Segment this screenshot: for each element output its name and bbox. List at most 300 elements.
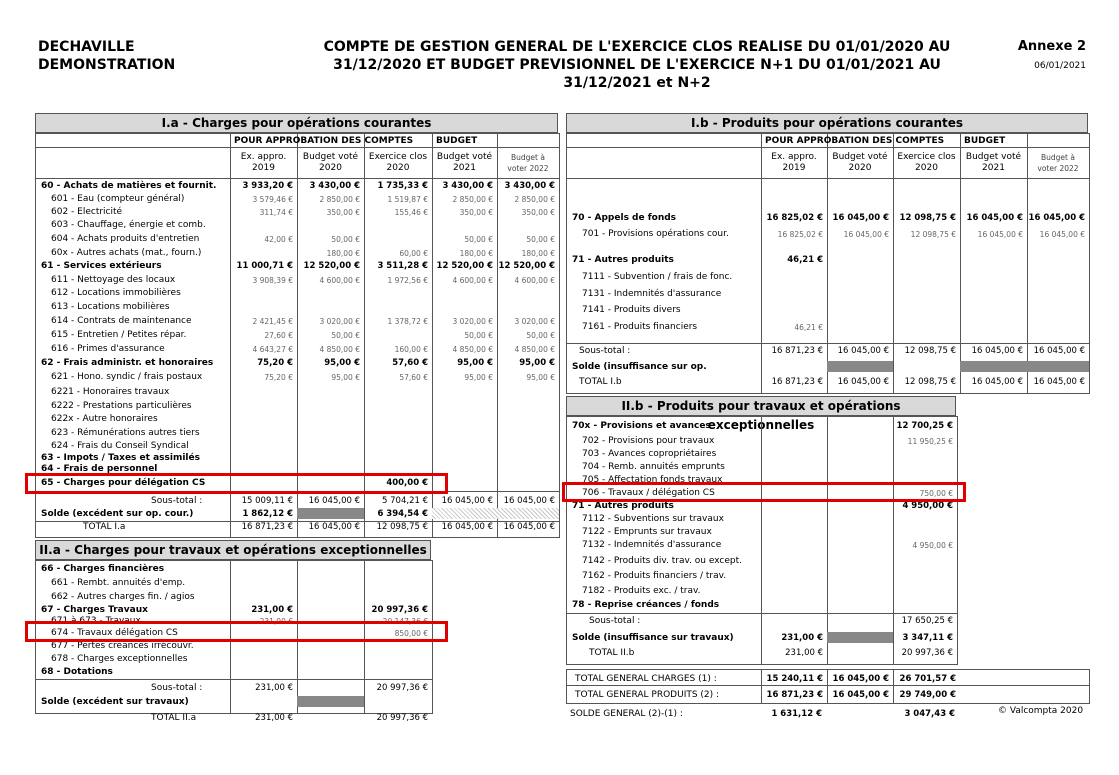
table-row (36, 413, 559, 426)
row-value: 4 600,00 € (452, 276, 493, 285)
table-row (36, 301, 559, 314)
row-label: 603 - Chauffage, énergie et comb. (51, 220, 206, 230)
row-value: 20 147,36 € (382, 617, 428, 626)
table-row (567, 539, 957, 552)
row-divider (567, 613, 957, 614)
row-label: 616 - Primes d'assurance (51, 344, 165, 354)
row-value: 4 600,00 € (319, 276, 360, 285)
row-label: 602 - Electricité (51, 207, 123, 217)
row-value: 1 519,87 € (387, 195, 428, 204)
row-value: 311,74 € (259, 208, 293, 217)
row-value: 3 430,00 € (442, 181, 493, 191)
section-title: I.a - Charges pour opérations courantes (35, 113, 558, 133)
row-label: TOTAL II.a (151, 713, 197, 723)
row-value: 16 045,00 € (503, 496, 555, 506)
document-date: 06/01/2021 (1034, 61, 1086, 71)
row-value: 46,21 € (787, 255, 823, 265)
row-value: 400,00 € (386, 478, 428, 488)
table-row (36, 666, 432, 679)
row-value: 3 430,00 € (504, 181, 555, 191)
row-label: 62 - Frais administr. et honoraires (41, 358, 214, 368)
row-value: 50,00 € (331, 235, 360, 244)
row-value: 95,00 € (331, 373, 360, 382)
row-value: 5 704,21 € (382, 496, 428, 506)
row-value: 42,00 € (264, 235, 293, 244)
row-value: 95,00 € (457, 358, 493, 368)
row-value: 4 850,00 € (452, 345, 493, 354)
row-value: 57,60 € (392, 358, 428, 368)
row-divider (36, 178, 559, 179)
highlight-charges-delegation (25, 473, 448, 494)
header-org (38, 38, 175, 74)
row-divider (567, 343, 1089, 344)
row-value: 231,00 € (251, 605, 293, 615)
row-label: Sous-total : (151, 683, 203, 693)
table-row (36, 219, 559, 232)
table-row (36, 427, 559, 440)
table-row (567, 526, 957, 539)
table-row (36, 696, 432, 709)
row-label: 60x - Autres achats (mat., fourn.) (51, 248, 202, 258)
row-label: 6221 - Honoraires travaux (51, 387, 170, 397)
table-row (567, 585, 957, 598)
general-totals (566, 669, 1090, 704)
row-value: 16 045,00 € (971, 377, 1023, 387)
copyright: © Valcompta 2020 (998, 706, 1084, 716)
row-value: 12 098,75 € (904, 377, 956, 387)
row-value: 16 045,00 € (966, 213, 1023, 223)
row-value: 3 020,00 € (514, 317, 555, 326)
row-value: 16 045,00 € (308, 522, 360, 532)
row-value: 46,21 € (794, 323, 823, 332)
row-label: Sous-total : (579, 346, 631, 356)
row-value: 12 520,00 € (436, 261, 493, 271)
row-value: 16 045,00 € (832, 690, 889, 700)
row-label: 705 - Affectation fonds travaux (582, 475, 723, 485)
row-value: 3 579,46 € (252, 195, 293, 204)
row-value: 12 098,75 € (899, 213, 956, 223)
row-value: 1 735,33 € (377, 181, 428, 191)
row-value: 350,00 € (326, 208, 360, 217)
row-label: Solde (insuffisance sur travaux) (572, 633, 734, 643)
table-row (36, 357, 559, 370)
table-row (36, 206, 559, 219)
row-label: 612 - Locations immobilières (51, 288, 181, 298)
org-name: DECHAVILLE (38, 39, 135, 55)
row-label: 674 - Travaux délégation CS (51, 628, 178, 638)
org-subtitle: DEMONSTRATION (38, 57, 176, 73)
row-value: 12 098,75 € (904, 346, 956, 356)
row-label: 701 - Provisions opérations cour. (582, 229, 729, 239)
table-row (567, 304, 1089, 317)
table-row (36, 591, 432, 604)
row-value: 16 045,00 € (1033, 377, 1085, 387)
row-value: 95,00 € (324, 358, 360, 368)
row-label: 7182 - Produits exc. / trav. (582, 586, 701, 596)
row-value: 75,20 € (257, 358, 293, 368)
column-header-line: 2021 (982, 163, 1005, 173)
row-value: 20 997,36 € (376, 713, 428, 723)
row-divider (36, 147, 559, 148)
title-line: 31/12/2020 ET BUDGET PREVISIONNEL DE L'EXERCICE N+1 DU 01/01/2021 AU (333, 57, 941, 73)
column-header (827, 152, 893, 174)
row-value: 16 045,00 € (1039, 230, 1085, 239)
row-label: 68 - Dotations (41, 667, 113, 677)
row-label: 614 - Contrats de maintenance (51, 316, 192, 326)
row-value: 850,00 € (394, 629, 428, 638)
column-header-line: 2020 (386, 163, 410, 173)
table-row (36, 193, 559, 206)
table-row (567, 361, 1089, 374)
row-value: 16 045,00 € (1033, 346, 1085, 356)
row-value: 4 600,00 € (514, 276, 555, 285)
column-header-line: Budget à (511, 153, 545, 162)
row-value: 95,00 € (464, 373, 493, 382)
row-label: 7141 - Produits divers (582, 305, 681, 315)
row-label: 661 - Rembt. annuités d'emp. (51, 578, 186, 588)
row-value: 16 871,23 € (771, 377, 823, 387)
row-value: 180,00 € (326, 249, 360, 258)
row-divider (36, 679, 432, 680)
row-value: 16 045,00 € (441, 496, 493, 506)
column-header-line: Budget voté (965, 152, 1022, 162)
column-header (230, 152, 297, 174)
row-value: 160,00 € (394, 345, 428, 354)
row-label: 601 - Eau (compteur général) (51, 194, 185, 204)
general-row (567, 673, 1089, 686)
table-row (567, 615, 957, 628)
row-label: 64 - Frais de personnel (41, 464, 158, 474)
row-value: 2 850,00 € (514, 195, 555, 204)
table-row (567, 321, 1089, 334)
row-value: 16 045,00 € (308, 496, 360, 506)
row-label: 703 - Avances copropriétaires (582, 449, 717, 459)
row-value: 2 850,00 € (319, 195, 360, 204)
row-value: 75,20 € (264, 373, 293, 382)
row-value: 50,00 € (464, 235, 493, 244)
column-header-line: voter 2022 (507, 164, 549, 173)
row-label: TOTAL GENERAL PRODUITS (2) : (575, 690, 720, 700)
row-value: 231,00 € (255, 713, 293, 723)
row-divider (567, 178, 1089, 179)
title-line: 31/12/2021 et N+2 (563, 75, 711, 91)
row-value: 4 643,27 € (252, 345, 293, 354)
row-label: 604 - Achats produits d'entretien (51, 234, 200, 244)
row-value: 20 997,36 € (371, 605, 428, 615)
row-label: 704 - Remb. annuités emprunts (582, 462, 725, 472)
row-label: 6222 - Prestations particulières (51, 401, 192, 411)
row-value: 231,00 € (255, 683, 293, 693)
section-title: I.b - Produits pour opérations courantes (566, 113, 1088, 133)
row-label: 66 - Charges financières (41, 564, 165, 574)
column-header (432, 152, 497, 174)
table-row (36, 653, 432, 666)
row-label: 7111 - Subvention / frais de fonc. (582, 272, 733, 282)
column-header-line: 2019 (782, 163, 806, 173)
row-value: 3 430,00 € (309, 181, 360, 191)
general-row (567, 689, 1089, 702)
table-row (567, 271, 1089, 284)
row-label: 7112 - Subventions sur travaux (582, 514, 724, 524)
row-value: 16 825,02 € (766, 213, 823, 223)
row-value: 750,00 € (919, 489, 953, 498)
row-value: 1 631,12 € (771, 709, 822, 719)
row-label: 71 - Autres produits (572, 501, 674, 511)
table-row (36, 247, 559, 260)
highlight-travaux-delegation (25, 621, 448, 642)
row-divider (567, 147, 1089, 148)
table-row (567, 228, 1089, 241)
column-header-line: Budget à (1041, 153, 1075, 162)
column-header-line: Ex. appro. (240, 152, 287, 162)
row-label: 678 - Charges exceptionnelles (51, 654, 188, 664)
table-row (36, 386, 559, 399)
table-row (36, 371, 559, 384)
row-value: 1 378,72 € (387, 317, 428, 326)
row-value: 12 700,25 € (896, 421, 953, 431)
row-label: 613 - Locations mobilières (51, 302, 170, 312)
column-header-line: Budget voté (302, 152, 359, 162)
table-row (36, 682, 432, 695)
row-label: 7161 - Produits financiers (582, 322, 698, 332)
row-value: 16 825,02 € (777, 230, 823, 239)
column-header-line: voter 2022 (1037, 164, 1079, 173)
row-label: 78 - Reprise créances / fonds (572, 600, 720, 610)
row-value: 95,00 € (519, 358, 555, 368)
table-row (36, 274, 559, 287)
table-row (567, 599, 957, 612)
table-row (567, 376, 1089, 389)
table-row (567, 212, 1089, 225)
table-row (36, 343, 559, 356)
row-value: 231,00 € (781, 633, 823, 643)
column-header (497, 152, 559, 174)
section-table (566, 416, 958, 665)
table-row (567, 420, 957, 433)
row-label: 63 - Impots / Taxes et assimilés (41, 453, 200, 463)
row-label: 677 - Pertes créances irrécouvr. (51, 641, 194, 651)
section-title: II.a - Charges pour travaux et opérations exceptionnelles (35, 540, 431, 560)
row-label: Sous-total : (151, 496, 203, 506)
column-header-line: 2020 (319, 163, 342, 173)
row-value: 1 972,56 € (387, 276, 428, 285)
column-header (297, 152, 364, 174)
row-label: Solde (excédent sur travaux) (41, 697, 189, 707)
row-value: 11 950,25 € (907, 437, 953, 446)
column-header-line: 2021 (453, 163, 476, 173)
row-value: 95,00 € (526, 373, 555, 382)
table-row (567, 254, 1089, 267)
row-label: 7122 - Emprunts sur travaux (582, 527, 712, 537)
row-label: 671 à 673 - Travaux (51, 616, 141, 626)
table-row (36, 315, 559, 328)
row-value: 16 045,00 € (1028, 213, 1085, 223)
row-value: 16 871,23 € (766, 690, 823, 700)
row-value: 3 047,43 € (904, 709, 955, 719)
row-value: 16 045,00 € (503, 522, 555, 532)
table-row (36, 577, 432, 590)
group-header-approval: POUR APPROBATION DES COMPTES (765, 136, 945, 146)
table-row (36, 233, 559, 246)
row-label: 7142 - Produits div. trav. ou except. (582, 556, 743, 566)
row-value: 350,00 € (521, 208, 555, 217)
row-value: 180,00 € (521, 249, 555, 258)
row-label: Sous-total : (589, 616, 641, 626)
row-value: 3 020,00 € (452, 317, 493, 326)
row-value: 4 850,00 € (514, 345, 555, 354)
table-row (567, 435, 957, 448)
column-header-line: Exercice clos (897, 152, 956, 162)
row-value: 16 871,23 € (241, 522, 293, 532)
table-row (36, 712, 432, 725)
row-value: 16 045,00 € (832, 213, 889, 223)
section-title: II.b - Produits pour travaux et opérations exceptionnelles (566, 396, 956, 416)
row-label: TOTAL I.a (83, 522, 126, 532)
table-row (36, 508, 559, 521)
row-label: SOLDE GENERAL (2)-(1) : (570, 709, 683, 719)
row-value: 4 950,00 € (912, 541, 953, 550)
row-label: 70 - Appels de fonds (572, 213, 677, 223)
column-header-line: Budget voté (832, 152, 888, 162)
column-header-line: 2019 (252, 163, 275, 173)
row-value: 3 347,11 € (902, 633, 953, 643)
row-value: 231,00 € (259, 617, 293, 626)
table-row (567, 345, 1089, 358)
table-row (36, 260, 559, 273)
row-value: 15 009,11 € (241, 496, 293, 506)
row-label: 615 - Entretien / Petites répar. (51, 330, 187, 340)
table-row (567, 448, 957, 461)
row-value: 16 045,00 € (837, 346, 889, 356)
table-row (567, 555, 957, 568)
row-value: 231,00 € (785, 648, 823, 658)
row-value: 155,46 € (394, 208, 428, 217)
row-value: 16 045,00 € (971, 346, 1023, 356)
row-value: 26 701,57 € (899, 674, 956, 684)
column-header-line: 2020 (848, 163, 872, 173)
column-header-line: Ex. appro. (771, 152, 817, 162)
row-value: 16 045,00 € (832, 674, 889, 684)
row-value: 3 020,00 € (319, 317, 360, 326)
table-row (567, 461, 957, 474)
row-value: 3 908,39 € (252, 276, 293, 285)
row-value: 4 850,00 € (319, 345, 360, 354)
column-header (1027, 152, 1089, 174)
row-value: 3 511,28 € (377, 261, 428, 271)
row-value: 6 394,54 € (377, 509, 428, 519)
row-value: 12 098,75 € (376, 522, 428, 532)
group-header-approval: POUR APPROBATION DES COMPTES (234, 136, 414, 146)
row-label: 7132 - Indemnités d'assurance (582, 540, 722, 550)
row-value: 350,00 € (459, 208, 493, 217)
column-header (960, 152, 1027, 174)
row-label: Solde (insuffisance sur op. (572, 362, 707, 372)
row-value: 50,00 € (331, 331, 360, 340)
row-value: 29 749,00 € (899, 690, 956, 700)
table-row (36, 180, 559, 193)
table-row (36, 329, 559, 342)
row-label: TOTAL GENERAL CHARGES (1) : (575, 674, 717, 684)
row-label: 621 - Hono. syndic / frais postaux (51, 372, 203, 382)
row-value: 16 045,00 € (843, 230, 889, 239)
highlight-produits-delegation (562, 482, 966, 502)
row-label: 60 - Achats de matières et fournit. (41, 181, 217, 191)
row-value: 50,00 € (464, 331, 493, 340)
row-label: 71 - Autres produits (572, 255, 674, 265)
table-row (36, 563, 432, 576)
row-value: 50,00 € (526, 235, 555, 244)
column-header (893, 152, 960, 174)
row-value: 20 997,36 € (901, 648, 953, 658)
table-row (36, 400, 559, 413)
row-label: 67 - Charges Travaux (41, 605, 148, 615)
row-label: 7162 - Produits financiers / trav. (582, 571, 727, 581)
row-value: 11 000,71 € (236, 261, 293, 271)
row-value: 180,00 € (459, 249, 493, 258)
table-row (36, 287, 559, 300)
row-label: 662 - Autres charges fin. / agios (51, 592, 195, 602)
table-row (567, 647, 957, 660)
row-value: 3 933,20 € (242, 181, 293, 191)
page-title (282, 38, 992, 92)
row-value: 15 240,11 € (766, 674, 823, 684)
table-row (567, 288, 1089, 301)
row-label: 611 - Nettoyage des locaux (51, 275, 176, 285)
row-label: TOTAL II.b (589, 648, 635, 658)
row-value: 60,00 € (399, 249, 428, 258)
row-value: 27,60 € (264, 331, 293, 340)
group-header-budget: BUDGET (436, 136, 478, 146)
row-value: 12 098,75 € (910, 230, 956, 239)
row-value: 17 650,25 € (901, 616, 953, 626)
row-value: 57,60 € (399, 373, 428, 382)
row-label: 702 - Provisions pour travaux (582, 436, 715, 446)
table-row (567, 570, 957, 583)
row-value: 1 862,12 € (242, 509, 293, 519)
row-value: 12 520,00 € (303, 261, 360, 271)
table-row (36, 521, 559, 534)
row-divider (567, 393, 1089, 394)
row-value: 16 045,00 € (977, 230, 1023, 239)
row-value: 12 520,00 € (498, 261, 555, 271)
row-label: Solde (excédent sur op. cour.) (41, 509, 194, 519)
title-line: COMPTE DE GESTION GENERAL DE L'EXERCICE CLOS REALISE DU 01/01/2020 AU (323, 39, 951, 55)
row-value: 20 997,36 € (376, 683, 428, 693)
row-label: TOTAL I.b (579, 377, 622, 387)
row-label: 623 - Rémunérations autres tiers (51, 428, 200, 438)
column-header-line: Budget voté (436, 152, 493, 162)
table-row (567, 513, 957, 526)
row-value: 16 045,00 € (441, 522, 493, 532)
row-label: 622x - Autre honoraires (51, 414, 158, 424)
row-label: 61 - Services extérieurs (41, 261, 162, 271)
table-row (36, 495, 559, 508)
column-header (364, 152, 432, 174)
row-value: 16 871,23 € (771, 346, 823, 356)
row-value: 4 950,00 € (902, 501, 953, 511)
column-header-line: 2020 (915, 163, 938, 173)
row-value: 2 850,00 € (452, 195, 493, 204)
row-value: 16 045,00 € (837, 377, 889, 387)
section-table (566, 133, 1090, 394)
column-header-line: Exercice clos (368, 152, 428, 162)
row-label: 706 - Travaux / délégation CS (582, 488, 715, 498)
row-label: 624 - Frais du Conseil Syndical (51, 441, 189, 451)
annexe-label: Annexe 2 (1017, 39, 1086, 54)
row-label: 65 - Charges pour délégation CS (41, 478, 206, 488)
row-value: 50,00 € (526, 331, 555, 340)
table-row (567, 632, 957, 645)
